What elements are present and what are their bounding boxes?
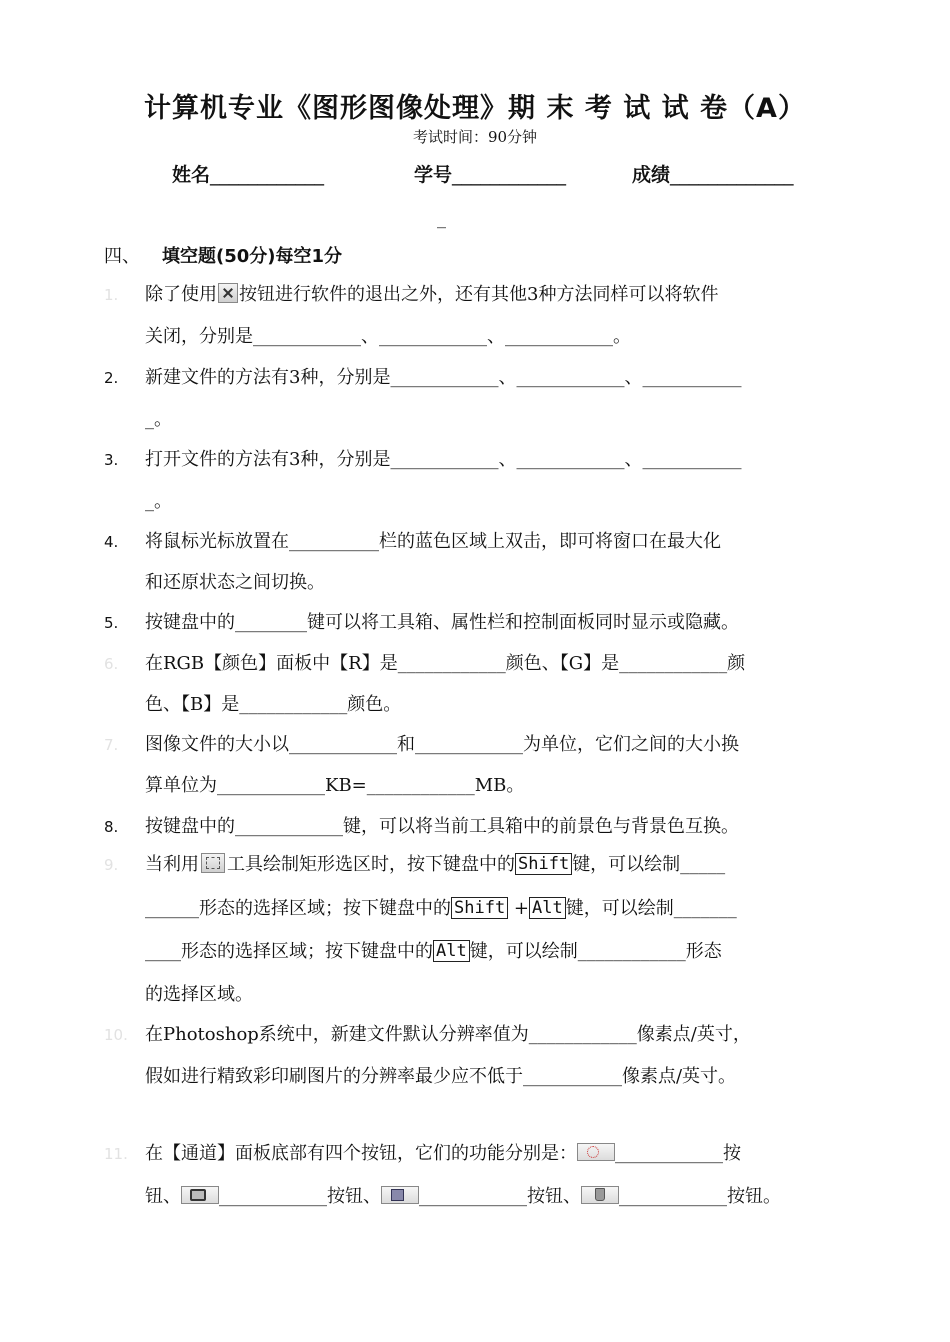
name-label: 姓名 — [172, 164, 211, 186]
question-8-line-1: 按键盘中的____________键，可以将当前工具箱中的前景色与背景色互换。 — [145, 816, 739, 837]
question-number: 1. — [104, 286, 119, 304]
delete-channel-icon — [581, 1186, 619, 1204]
score-label: 成绩 — [632, 164, 671, 186]
question-10-line-1: 在Photoshop系统中，新建文件默认分辨率值为____________像素点/英寸， — [145, 1024, 751, 1045]
section-heading — [104, 242, 342, 268]
question-number: 2. — [104, 369, 119, 387]
name-blank: ____________ — [210, 164, 325, 186]
question-7-line-1: 图像文件的大小以____________和____________为单位，它们之间的大小换 — [145, 734, 739, 755]
new-channel-icon — [381, 1186, 419, 1204]
question-9-line-4: 的选择区域。 — [145, 984, 253, 1005]
question-5-line-1: 按键盘中的________键可以将工具箱、属性栏和控制面板同时显示或隐藏。 — [145, 612, 739, 633]
question-9-line-2: ______形态的选择区域；按下键盘中的 Shift + Alt 键，可以绘制_______ — [145, 898, 737, 919]
save-selection-channel-icon — [181, 1186, 219, 1204]
shift-key: Shift — [515, 853, 572, 875]
question-number: 10. — [104, 1026, 128, 1044]
question-9-line-3: ____形态的选择区域；按下键盘中的 Alt 键，可以绘制____________形态 — [145, 941, 722, 962]
question-2-line-2: _。 — [145, 409, 172, 430]
question-6-line-2: 色、【B】是____________颜色。 — [145, 694, 402, 715]
alt-key: Alt — [529, 897, 566, 919]
exam-time: 考试时间：90分钟 — [412, 128, 538, 146]
question-3-line-1: 打开文件的方法有3种，分别是____________、____________、___________ — [145, 449, 742, 470]
student-id-blank: ____________ — [452, 164, 567, 186]
question-11-line-1: 在【通道】面板底部有四个按钮，它们的功能分别是： ____________按 — [145, 1143, 741, 1164]
exam-title: 计算机专业《图形图像处理》期 末 考 试 试 卷（A） — [144, 93, 806, 124]
question-number: 5. — [104, 614, 119, 632]
score-blank: _____________ — [670, 164, 794, 186]
question-number: 4. — [104, 533, 119, 551]
section-number: 四、 — [104, 246, 140, 267]
section-title: 填空题(50分)每空1分 — [162, 246, 343, 267]
stray-underscore: _ — [437, 208, 446, 229]
question-11-line-2: 钮、 ____________按钮、 ____________按钮、 ____________按钮。 — [145, 1186, 781, 1207]
question-number: 7. — [104, 736, 119, 754]
student-id-field — [414, 160, 566, 187]
question-number: 9. — [104, 856, 119, 874]
question-number: 6. — [104, 655, 119, 673]
question-1-line-2: 关闭，分别是____________、____________、____________。 — [145, 326, 631, 347]
question-4-line-1: 将鼠标光标放置在__________栏的蓝色区域上双击，即可将窗口在最大化 — [145, 531, 721, 552]
question-9-line-1: 当利用 工具绘制矩形选区时，按下键盘中的 Shift 键，可以绘制_____ — [145, 854, 726, 875]
question-number: 11. — [104, 1145, 128, 1163]
name-field — [172, 160, 324, 187]
question-number: 3. — [104, 451, 119, 469]
alt-key: Alt — [433, 940, 470, 962]
question-3-line-2: _。 — [145, 491, 172, 512]
student-id-label: 学号 — [414, 164, 453, 186]
question-7-line-2: 算单位为____________KB=____________MB。 — [145, 775, 525, 796]
close-icon — [218, 283, 238, 303]
load-channel-selection-icon — [577, 1143, 615, 1161]
question-4-line-2: 和还原状态之间切换。 — [145, 572, 325, 593]
rect-marquee-icon — [201, 853, 225, 873]
question-number: 8. — [104, 818, 119, 836]
question-10-line-2: 假如进行精致彩印刷图片的分辨率最少应不低于___________像素点/英寸。 — [145, 1066, 737, 1087]
score-field — [632, 160, 794, 187]
question-1-line-1: 除了使用 按钮进行软件的退出之外，还有其他3种方法同样可以将软件 — [145, 284, 719, 305]
question-2-line-1: 新建文件的方法有3种，分别是____________、____________、___________ — [145, 367, 742, 388]
question-6-line-1: 在RGB【颜色】面板中【R】是____________颜色、【G】是____________颜 — [145, 653, 746, 674]
shift-key: Shift — [451, 897, 508, 919]
